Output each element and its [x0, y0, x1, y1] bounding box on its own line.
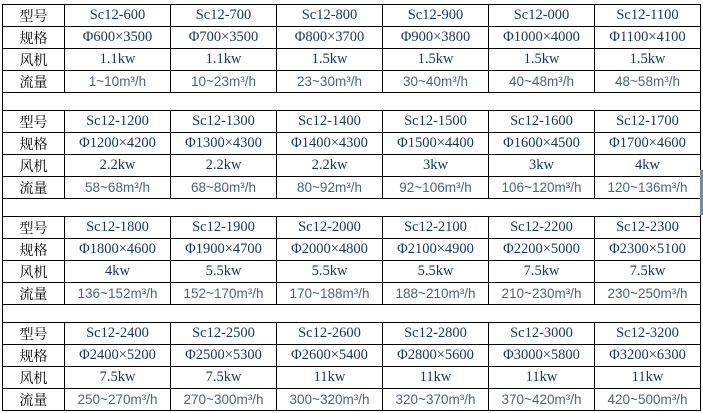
spec-cell: Φ700×3500 — [171, 27, 277, 49]
spec-cell: Φ2500×5300 — [171, 345, 277, 367]
fan-cell: 5.5kw — [277, 261, 383, 283]
spec-cell: Φ2300×5100 — [595, 239, 701, 261]
spacer-row — [3, 199, 701, 217]
table-row — [3, 49, 701, 71]
fan-cell: 11kw — [489, 367, 595, 389]
spec-cell: Φ1700×4600 — [595, 133, 701, 155]
model-cell: Sc12-2100 — [383, 217, 489, 239]
row-label-models: 型号 — [3, 5, 65, 27]
flow-cell: 210~230m³/h — [489, 283, 595, 305]
model-cell: Sc12-3200 — [595, 323, 701, 345]
spec-cell: Φ900×3800 — [383, 27, 489, 49]
spec-cell: Φ2200×5000 — [489, 239, 595, 261]
spec-cell: Φ600×3500 — [65, 27, 171, 49]
model-cell: Sc12-2500 — [171, 323, 277, 345]
table-row — [3, 283, 701, 305]
flow-cell: 40~48m³/h — [489, 71, 595, 93]
model-cell: Sc12-1200 — [65, 111, 171, 133]
model-cell: Sc12-2800 — [383, 323, 489, 345]
flow-cell: 370~420m³/h — [489, 389, 595, 411]
flow-cell: 188~210m³/h — [383, 283, 489, 305]
model-cell: Sc12-2300 — [595, 217, 701, 239]
fan-cell: 1.5kw — [595, 49, 701, 71]
model-cell: Sc12-700 — [171, 5, 277, 27]
fan-cell: 11kw — [383, 367, 489, 389]
fan-cell: 2.2kw — [171, 155, 277, 177]
row-label-fans: 风机 — [3, 49, 65, 71]
model-cell: Sc12-800 — [277, 5, 383, 27]
spec-cell: Φ3200×6300 — [595, 345, 701, 367]
table-row — [3, 367, 701, 389]
model-cell: Sc12-600 — [65, 5, 171, 27]
fan-cell: 5.5kw — [171, 261, 277, 283]
fan-cell: 2.2kw — [277, 155, 383, 177]
spec-cell: Φ2400×5200 — [65, 345, 171, 367]
flow-cell: 120~136m³/h — [595, 177, 701, 199]
fan-cell: 5.5kw — [383, 261, 489, 283]
model-cell: Sc12-1500 — [383, 111, 489, 133]
table-row — [3, 71, 701, 93]
spec-cell: Φ2800×5600 — [383, 345, 489, 367]
flow-cell: 58~68m³/h — [65, 177, 171, 199]
flow-cell: 106~120m³/h — [489, 177, 595, 199]
flow-cell: 230~250m³/h — [595, 283, 701, 305]
model-cell: Sc12-1800 — [65, 217, 171, 239]
flow-cell: 30~40m³/h — [383, 71, 489, 93]
row-label-models: 型号 — [3, 323, 65, 345]
fan-cell: 1.5kw — [489, 49, 595, 71]
flow-cell: 250~270m³/h — [65, 389, 171, 411]
fan-cell: 7.5kw — [65, 367, 171, 389]
table-row — [3, 217, 701, 239]
flow-cell: 10~23m³/h — [171, 71, 277, 93]
table-row — [3, 133, 701, 155]
flow-cell: 152~170m³/h — [171, 283, 277, 305]
table-row — [3, 27, 701, 49]
flow-cell: 48~58m³/h — [595, 71, 701, 93]
spec-table — [2, 4, 701, 411]
row-label-specs: 规格 — [3, 345, 65, 367]
model-cell: Sc12-900 — [383, 5, 489, 27]
fan-cell: 11kw — [277, 367, 383, 389]
model-cell: Sc12-1900 — [171, 217, 277, 239]
model-cell: Sc12-2200 — [489, 217, 595, 239]
model-cell: Sc12-2400 — [65, 323, 171, 345]
table-row — [3, 261, 701, 283]
spec-cell: Φ1000×4000 — [489, 27, 595, 49]
model-cell: Sc12-1700 — [595, 111, 701, 133]
fan-cell: 7.5kw — [489, 261, 595, 283]
fan-cell: 1.5kw — [277, 49, 383, 71]
fan-cell: 7.5kw — [595, 261, 701, 283]
spec-cell: Φ800×3700 — [277, 27, 383, 49]
flow-cell: 23~30m³/h — [277, 71, 383, 93]
spec-cell: Φ1100×4100 — [595, 27, 701, 49]
model-cell: Sc12-3000 — [489, 323, 595, 345]
table-row — [3, 111, 701, 133]
spacer-row — [3, 305, 701, 323]
flow-cell: 68~80m³/h — [171, 177, 277, 199]
row-label-specs: 规格 — [3, 133, 65, 155]
row-label-flows: 流量 — [3, 283, 65, 305]
row-label-flows: 流量 — [3, 71, 65, 93]
flow-cell: 320~370m³/h — [383, 389, 489, 411]
spacer-row — [3, 93, 701, 111]
table-row — [3, 5, 701, 27]
model-cell: Sc12-2000 — [277, 217, 383, 239]
row-label-specs: 规格 — [3, 27, 65, 49]
flow-cell: 136~152m³/h — [65, 283, 171, 305]
spacer-cell — [3, 93, 701, 111]
row-label-models: 型号 — [3, 217, 65, 239]
spec-cell: Φ2600×5400 — [277, 345, 383, 367]
spec-cell: Φ1800×4600 — [65, 239, 171, 261]
flow-cell: 420~500m³/h — [595, 389, 701, 411]
model-cell: Sc12-1300 — [171, 111, 277, 133]
row-label-fans: 风机 — [3, 261, 65, 283]
spec-cell: Φ1400×4300 — [277, 133, 383, 155]
row-label-fans: 风机 — [3, 155, 65, 177]
row-label-flows: 流量 — [3, 389, 65, 411]
flow-cell: 300~320m³/h — [277, 389, 383, 411]
row-label-specs: 规格 — [3, 239, 65, 261]
model-cell: Sc12-1100 — [595, 5, 701, 27]
spec-cell: Φ2000×4800 — [277, 239, 383, 261]
spec-cell: Φ3000×5800 — [489, 345, 595, 367]
spec-cell: Φ1300×4300 — [171, 133, 277, 155]
model-cell: Sc12-1600 — [489, 111, 595, 133]
table-row — [3, 323, 701, 345]
row-label-fans: 风机 — [3, 367, 65, 389]
fan-cell: 2.2kw — [65, 155, 171, 177]
table-row — [3, 239, 701, 261]
spacer-cell — [3, 199, 701, 217]
table-row — [3, 177, 701, 199]
fan-cell: 3kw — [489, 155, 595, 177]
row-label-flows: 流量 — [3, 177, 65, 199]
flow-cell: 80~92m³/h — [277, 177, 383, 199]
flow-cell: 270~300m³/h — [171, 389, 277, 411]
spec-cell: Φ1500×4400 — [383, 133, 489, 155]
row-label-models: 型号 — [3, 111, 65, 133]
model-cell: Sc12-2600 — [277, 323, 383, 345]
spec-table-body — [3, 5, 701, 411]
flow-cell: 92~106m³/h — [383, 177, 489, 199]
fan-cell: 7.5kw — [171, 367, 277, 389]
flow-cell: 1~10m³/h — [65, 71, 171, 93]
flow-cell: 170~188m³/h — [277, 283, 383, 305]
spec-cell: Φ1600×4500 — [489, 133, 595, 155]
table-row — [3, 155, 701, 177]
model-cell: Sc12-000 — [489, 5, 595, 27]
spacer-cell — [3, 305, 701, 323]
fan-cell: 1.1kw — [171, 49, 277, 71]
fan-cell: 1.5kw — [383, 49, 489, 71]
table-row — [3, 345, 701, 367]
spec-cell: Φ2100×4900 — [383, 239, 489, 261]
fan-cell: 4kw — [65, 261, 171, 283]
spec-cell: Φ1900×4700 — [171, 239, 277, 261]
fan-cell: 11kw — [595, 367, 701, 389]
table-row — [3, 389, 701, 411]
fan-cell: 4kw — [595, 155, 701, 177]
fan-cell: 1.1kw — [65, 49, 171, 71]
model-cell: Sc12-1400 — [277, 111, 383, 133]
fan-cell: 3kw — [383, 155, 489, 177]
spec-cell: Φ1200×4200 — [65, 133, 171, 155]
